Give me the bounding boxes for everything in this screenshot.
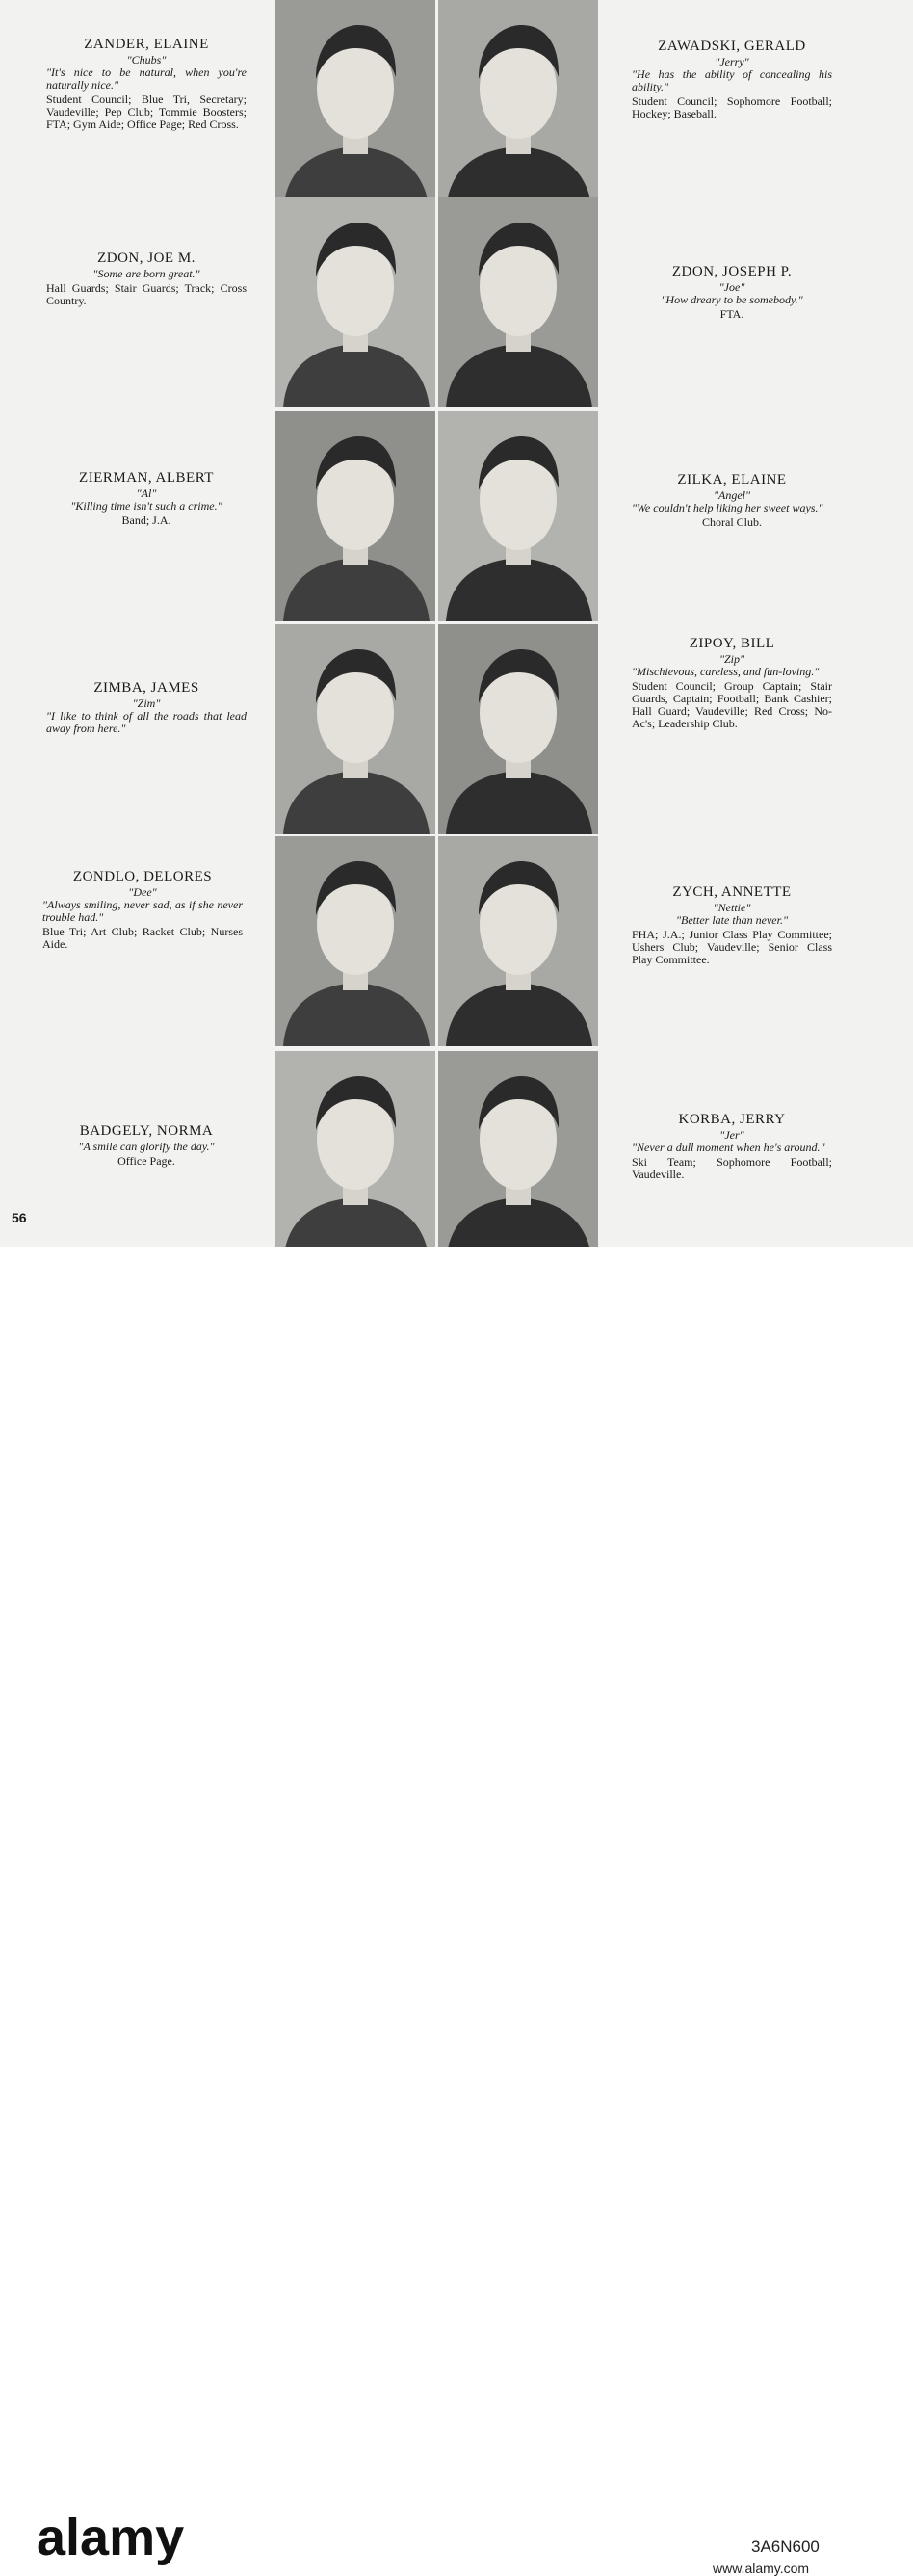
- student-quote: "I like to think of all the roads that lead away from here.": [46, 709, 247, 735]
- yearbook-page: [0, 0, 913, 1247]
- student-nickname: "Joe": [718, 280, 745, 294]
- source-url: www.alamy.com: [713, 2561, 810, 2576]
- student-nickname: "Dee": [128, 885, 157, 899]
- student-nickname: "Al": [136, 486, 157, 500]
- student-name: ZDON, JOSEPH P.: [671, 264, 793, 279]
- page-number: 56: [12, 1210, 27, 1225]
- student-quote: "A smile can glorify the day.": [78, 1140, 215, 1153]
- bio-korba-jerry: [632, 1112, 832, 1181]
- student-name: ZDON, JOE M.: [97, 250, 196, 266]
- bio-zipoy-bill: [632, 636, 832, 730]
- student-name: ZIPOY, BILL: [689, 636, 775, 651]
- bio-zych-annette: [632, 884, 832, 966]
- student-activities: Student Council; Sophomore Football; Hockey; Baseball.: [632, 94, 832, 120]
- student-quote: "Some are born great.": [92, 267, 200, 280]
- student-quote: "We couldn't help liking her sweet ways.": [632, 501, 823, 514]
- bio-zondlo-delores: [42, 869, 243, 951]
- student-portrait: [438, 197, 598, 407]
- bio-zimba-james: [46, 680, 247, 735]
- student-name: ZYCH, ANNETTE: [672, 884, 792, 900]
- student-portrait: [275, 836, 435, 1046]
- student-activities: Office Page.: [117, 1154, 175, 1168]
- bio-zierman-albert: [46, 470, 247, 527]
- student-portrait: [275, 1051, 435, 1247]
- bio-badgely-norma: [46, 1123, 247, 1168]
- student-activities: Choral Club.: [702, 515, 762, 529]
- image-id: 3A6N600: [751, 2537, 820, 2556]
- student-name: KORBA, JERRY: [678, 1112, 786, 1127]
- student-nickname: "Chubs": [126, 53, 167, 66]
- student-name: ZILKA, ELAINE: [677, 472, 787, 487]
- student-activities: Student Council; Blue Tri, Secretary; Vaudeville; Pep Club; Tommie Boosters; FTA; Gym Aide; Office Page; Red Cross.: [46, 92, 247, 131]
- alamy-logo: [37, 2509, 258, 2566]
- student-quote: "It's nice to be natural, when you're naturally nice.": [46, 66, 247, 92]
- student-activities: FHA; J.A.; Junior Class Play Committee; Ushers Club; Vaudeville; Senior Class Play Committee.: [632, 928, 832, 966]
- student-portrait: [438, 836, 598, 1046]
- student-portrait: [438, 624, 598, 834]
- student-quote: "Killing time isn't such a crime.": [70, 499, 222, 513]
- student-portrait: [275, 624, 435, 834]
- student-name: ZAWADSKI, GERALD: [658, 39, 806, 54]
- student-nickname: "Zim": [132, 697, 161, 710]
- student-quote: "How dreary to be somebody.": [661, 293, 803, 306]
- student-activities: Hall Guards; Stair Guards; Track; Cross Country.: [46, 281, 247, 307]
- student-portrait: [275, 0, 435, 210]
- student-activities: Blue Tri; Art Club; Racket Club; Nurses Aide.: [42, 925, 243, 951]
- bio-zander-elaine: [46, 37, 247, 131]
- student-quote: "Always smiling, never sad, as if she never trouble had.": [42, 898, 243, 924]
- student-nickname: "Angel": [713, 488, 751, 502]
- bio-zdon-joseph-p: [632, 264, 832, 321]
- bio-zdon-joe-m: [46, 250, 247, 307]
- student-quote: "Mischievous, careless, and fun-loving.": [632, 665, 820, 678]
- student-quote: "Better late than never.": [675, 913, 789, 927]
- student-name: ZANDER, ELAINE: [84, 37, 209, 52]
- student-name: ZIMBA, JAMES: [93, 680, 199, 696]
- student-nickname: "Nettie": [713, 901, 751, 914]
- student-portrait: [438, 411, 598, 621]
- svg-text:alamy: alamy: [37, 2509, 185, 2566]
- student-activities: Ski Team; Sophomore Football; Vaudeville.: [632, 1155, 832, 1181]
- student-portrait: [438, 0, 598, 210]
- watermark-footer: [0, 1247, 913, 2576]
- student-quote: "He has the ability of concealing his ability.": [632, 67, 832, 93]
- student-portrait: [275, 411, 435, 621]
- student-quote: "Never a dull moment when he's around.": [632, 1141, 825, 1154]
- student-nickname: "Jerry": [715, 55, 749, 68]
- student-name: BADGELY, NORMA: [79, 1123, 214, 1139]
- student-activities: FTA.: [719, 307, 744, 321]
- student-name: ZONDLO, DELORES: [72, 869, 213, 884]
- student-portrait: [275, 197, 435, 407]
- student-nickname: "Jer": [719, 1128, 744, 1142]
- bio-zilka-elaine: [632, 472, 832, 529]
- bio-zawadski-gerald: [632, 39, 832, 120]
- student-name: ZIERMAN, ALBERT: [79, 470, 214, 486]
- student-activities: Band; J.A.: [121, 513, 171, 527]
- student-portrait: [438, 1051, 598, 1247]
- student-activities: Student Council; Group Captain; Stair Guards, Captain; Football; Bank Cashier; Hall Guard; Vaudeville; Red Cross; No-Ac's; Leadership Club.: [632, 679, 832, 730]
- student-nickname: "Zip": [718, 652, 745, 666]
